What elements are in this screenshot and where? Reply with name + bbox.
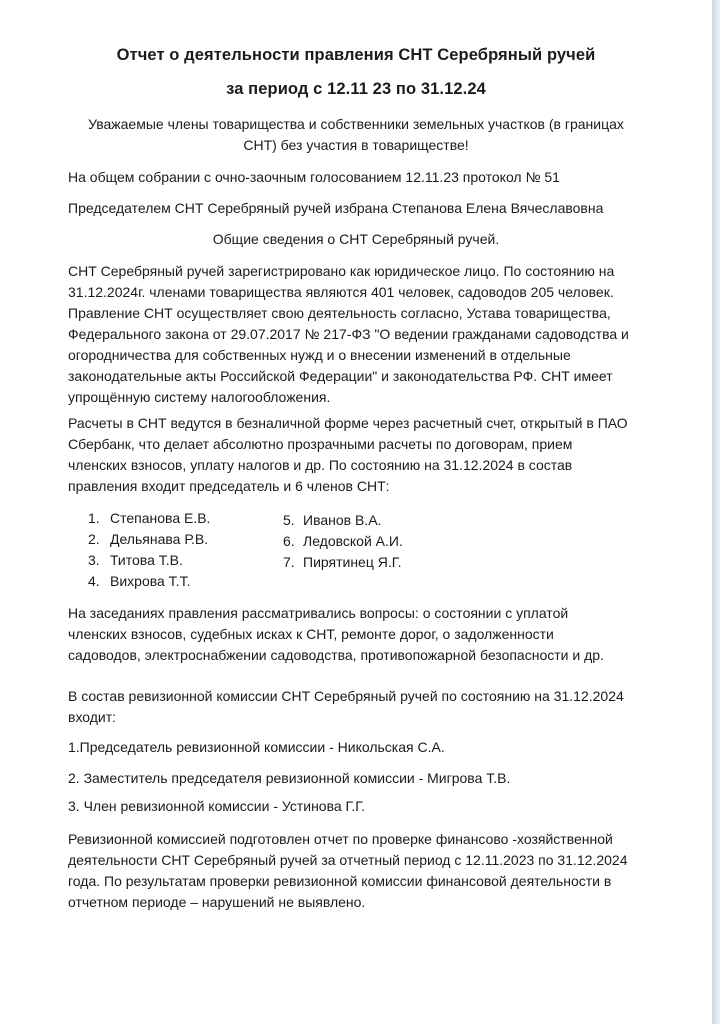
meeting-info: На общем собрании с очно-заочным голосованием 12.11.23 протокол № 51	[68, 169, 560, 185]
list-item	[88, 550, 210, 571]
list-number: 6.	[283, 533, 295, 549]
paragraph-general	[68, 261, 653, 408]
text-line: СНТ Серебряный ручей зарегистрировано как юридическое лицо. По состоянию на	[68, 263, 615, 279]
list-item	[88, 571, 210, 592]
audit-member-3: 3. Член ревизионной комиссии - Устинова Г.Г.	[68, 798, 366, 814]
greeting-line-2: СНТ) без участия в товариществе!	[243, 137, 469, 153]
list-number: 4.	[88, 573, 100, 589]
text-line: садоводов, электроснабжении садоводства, противопожарной безопасности и др.	[68, 647, 604, 663]
list-item	[283, 552, 403, 573]
list-item	[283, 531, 403, 552]
audit-member-2: 2. Заместитель председателя ревизионной комиссии - Мигрова Т.В.	[68, 770, 511, 786]
text-line: Ревизионной комиссией подготовлен отчет по проверке финансово -хозяйственной	[68, 831, 613, 847]
text-line: В состав ревизионной комиссии СНТ Серебряный ручей по состоянию на 31.12.2024	[68, 688, 624, 704]
list-number: 2.	[88, 531, 100, 547]
text-line: года. По результатам проверки ревизионной комиссии финансовой деятельности в	[68, 873, 612, 889]
list-number: 7.	[283, 554, 295, 570]
text-line: На заседаниях правления рассматривались вопросы: о состоянии с уплатой	[68, 605, 569, 621]
board-member-name: Дельянава Р.В.	[110, 531, 209, 547]
report-title: Отчет о деятельности правления СНТ Серебряный ручей	[116, 46, 596, 64]
text-line: 31.12.2024г. членами товарищества являются 401 человек, садоводов 205 человек.	[68, 284, 614, 300]
page-edge	[712, 0, 720, 1024]
text-line: отчетном периоде – нарушений не выявлено.	[68, 894, 366, 910]
text-line: правления входит председатель и 6 членов СНТ:	[68, 478, 390, 494]
list-number: 5.	[283, 512, 295, 528]
text-line: членских взносов, судебных исках к СНТ, ремонте дорог, о задолженности	[68, 626, 554, 642]
board-list-right	[283, 510, 403, 573]
list-item	[88, 508, 210, 529]
board-member-name: Пирятинец Я.Г.	[303, 554, 402, 570]
text-line: упрощённую систему налогообложения.	[68, 389, 331, 405]
text-line: огородничества для собственных нужд и о внесении изменений в отдельные	[68, 347, 571, 363]
text-line: членских взносов, уплату налогов и др. По состоянию на 31.12.2024 в состав	[68, 457, 573, 473]
board-member-name: Вихрова Т.Т.	[110, 573, 191, 589]
audit-member-1: 1.Председатель ревизионной комиссии - Никольская С.А.	[68, 739, 445, 755]
chair-info: Председателем СНТ Серебряный ручей избрана Степанова Елена Вячеславовна	[68, 200, 604, 216]
text-line: входит:	[68, 709, 117, 725]
board-member-name: Степанова Е.В.	[110, 510, 211, 526]
report-period: за период с 12.11 23 по 31.12.24	[226, 80, 486, 98]
text-line: законодательные акты Российской Федерации" и законодательства РФ. СНТ имеет	[68, 368, 613, 384]
paragraph-audit-intro	[68, 686, 653, 728]
list-item	[88, 529, 210, 550]
board-member-name: Иванов В.А.	[303, 512, 382, 528]
paragraph-audit-result	[68, 829, 653, 913]
text-line: Федерального закона от 29.07.2017 № 217-ФЗ "О ведении гражданами садоводства и	[68, 326, 629, 342]
text-line: деятельности СНТ Серебряный ручей за отчетный период с 12.11.2023 по 31.12.2024	[68, 852, 628, 868]
section-heading: Общие сведения о СНТ Серебряный ручей.	[212, 231, 500, 247]
text-line: Сбербанк, что делает абсолютно прозрачными расчеты по договорам, прием	[68, 436, 573, 452]
board-list-left	[88, 508, 210, 592]
list-item	[283, 510, 403, 531]
list-number: 1.	[88, 510, 100, 526]
board-member-name: Ледовской А.И.	[303, 533, 403, 549]
list-number: 3.	[88, 552, 100, 568]
greeting-line-1: Уважаемые члены товарищества и собственники земельных участков (в границах	[88, 116, 624, 132]
paragraph-accounts	[68, 413, 653, 497]
text-line: Правление СНТ осуществляет свою деятельность согласно, Устава товарищества,	[68, 305, 611, 321]
paragraph-meetings	[68, 603, 653, 666]
text-line: Расчеты в СНТ ведутся в безналичной форме через расчетный счет, открытый в ПАО	[68, 415, 628, 431]
board-member-name: Титова Т.В.	[110, 552, 183, 568]
